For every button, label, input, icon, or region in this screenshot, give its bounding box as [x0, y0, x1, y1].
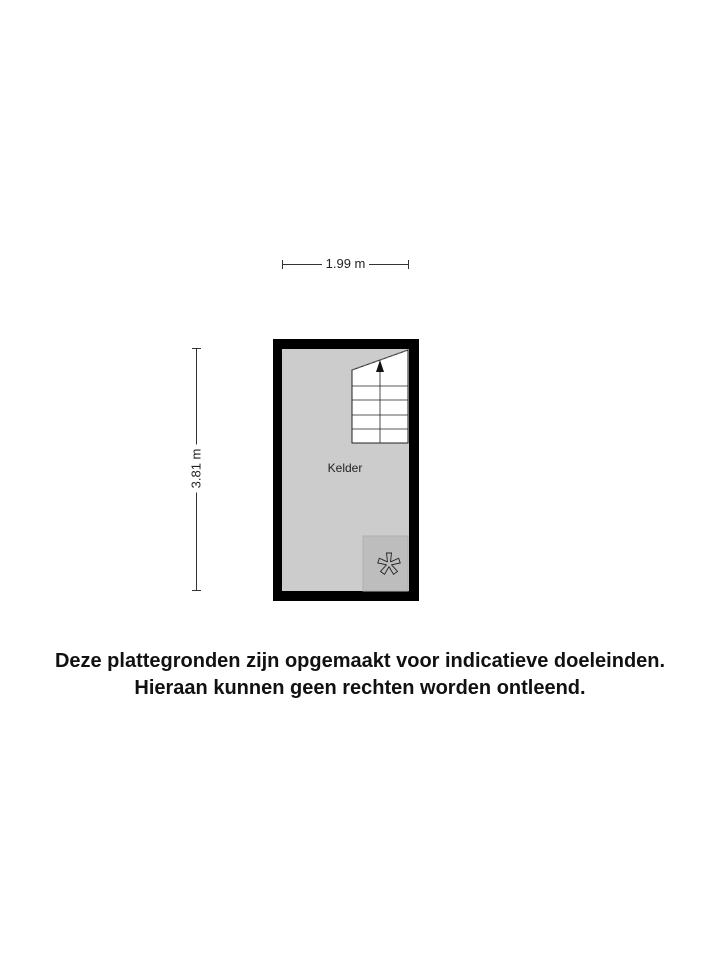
- utility-unit: [363, 536, 408, 591]
- disclaimer-line-2: Hieraan kunnen geen rechten worden ontleend.: [134, 677, 586, 699]
- dimension-tick: [192, 590, 201, 591]
- room-label-kelder: Kelder: [327, 461, 363, 475]
- width-label: 1.99 m: [322, 256, 370, 271]
- height-dimension: [187, 348, 205, 591]
- disclaimer-line-1: Deze plattegronden zijn opgemaakt voor indicatieve doeleinden.: [54, 650, 666, 672]
- height-label: 3.81 m: [189, 445, 204, 493]
- width-dimension: [282, 255, 409, 273]
